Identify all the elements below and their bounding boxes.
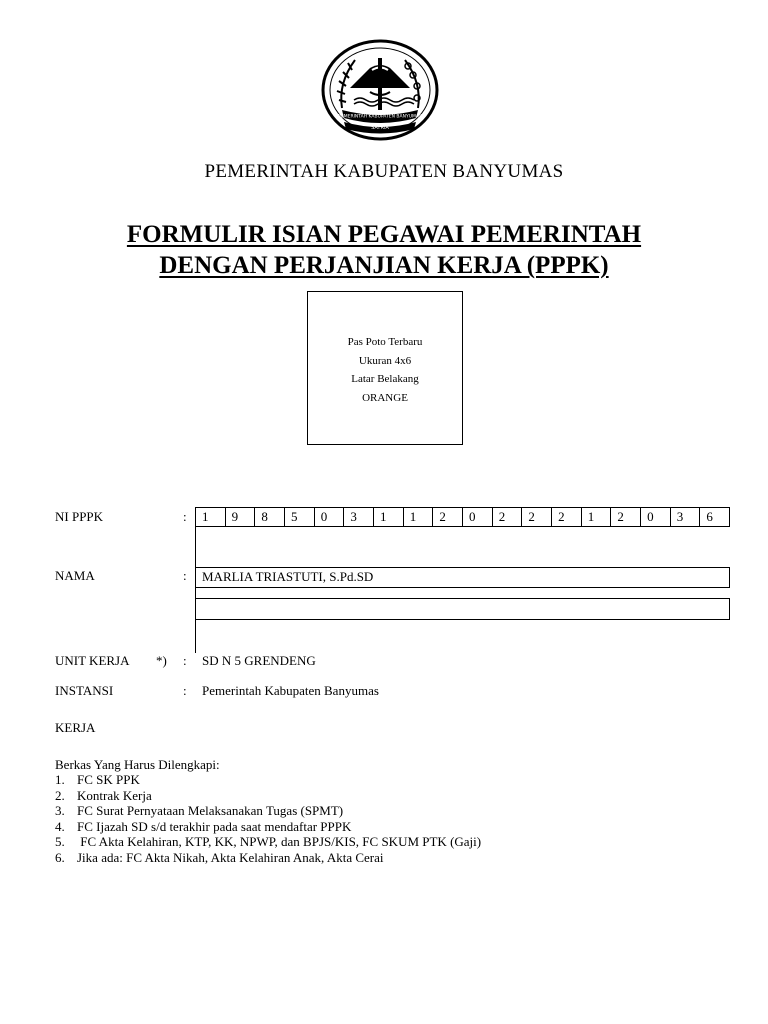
requirement-text: Jika ada: FC Akta Nikah, Akta Kelahiran Anak, Akta Cerai xyxy=(77,849,384,865)
photo-placeholder-box[interactable] xyxy=(307,291,463,445)
form-title-line-1: FORMULIR ISIAN PEGAWAI PEMERINTAH xyxy=(126,221,642,248)
government-heading: PEMERINTAH KABUPATEN BANYUMAS xyxy=(204,161,564,182)
requirement-number: 5. xyxy=(55,834,65,849)
requirement-item xyxy=(55,788,481,804)
ni-pppk-label: NI PPPK xyxy=(55,509,104,524)
ni-pppk-digit-cell[interactable]: 1 xyxy=(582,508,612,526)
requirement-number: 2. xyxy=(55,787,65,803)
requirement-text: FC Ijazah SD s/d terakhir pada saat mendaftar PPPK xyxy=(77,818,352,834)
ni-pppk-digit-cell[interactable]: 1 xyxy=(196,508,226,526)
ni-pppk-digit-cell[interactable]: 3 xyxy=(344,508,374,526)
ni-pppk-digit-cell[interactable]: 2 xyxy=(611,508,641,526)
photo-instruction-2: Ukuran 4x6 xyxy=(358,354,412,367)
ni-pppk-digit-cell[interactable]: 0 xyxy=(641,508,671,526)
ni-pppk-digit-cell[interactable]: 9 xyxy=(226,508,256,526)
requirement-number: 6. xyxy=(55,849,65,865)
instansi-value: Pemerintah Kabupaten Banyumas xyxy=(202,683,379,698)
ni-pppk-digit-cell[interactable]: 1 xyxy=(374,508,404,526)
requirements-title: Berkas Yang Harus Dilengkapi: xyxy=(55,757,220,772)
ni-pppk-digit-cell[interactable]: 3 xyxy=(671,508,701,526)
nama-extra-field[interactable] xyxy=(195,598,730,620)
nama-label: NAMA xyxy=(55,568,95,583)
form-connector-line xyxy=(195,527,196,567)
ni-pppk-digit-cell[interactable]: 5 xyxy=(285,508,315,526)
requirement-item xyxy=(55,772,481,788)
requirement-text: Kontrak Kerja xyxy=(77,787,152,803)
logo-ribbon-bottom-text: SATRIA xyxy=(371,125,389,131)
requirement-text: FC Surat Pernyataan Melaksanakan Tugas (SPMT) xyxy=(77,803,344,818)
kerja-label: KERJA xyxy=(55,720,96,735)
logo-ribbon-top-text: PEMERINTAH KABUPATEN BANYUMAS xyxy=(338,114,422,120)
ni-pppk-digit-cell[interactable]: 6 xyxy=(706,509,713,524)
requirement-item xyxy=(55,803,481,819)
requirement-text: FC Akta Kelahiran, KTP, KK, NPWP, dan BPJS/KIS, FC SKUM PTK (Gaji) xyxy=(77,834,482,849)
ni-pppk-digit-cell[interactable]: 2 xyxy=(552,508,582,526)
requirements-list xyxy=(55,772,481,865)
ni-pppk-digit-grid[interactable] xyxy=(195,507,730,527)
ni-pppk-digit-cell[interactable]: 2 xyxy=(433,508,463,526)
photo-instruction-4: ORANGE xyxy=(362,391,408,404)
unit-kerja-value: SD N 5 GRENDENG xyxy=(202,653,316,668)
ni-pppk-digit-cell[interactable]: 2 xyxy=(522,508,552,526)
banyumas-emblem-logo xyxy=(320,38,440,142)
ni-pppk-digit-cell[interactable]: 8 xyxy=(255,508,285,526)
unit-kerja-colon: : xyxy=(183,653,187,668)
instansi-colon: : xyxy=(183,683,187,698)
requirement-item xyxy=(55,850,481,866)
ni-pppk-digit-cell[interactable]: 1 xyxy=(404,508,434,526)
requirement-number: 3. xyxy=(55,803,65,818)
photo-instruction-3: Latar Belakang xyxy=(351,373,419,385)
unit-kerja-note: *) xyxy=(156,653,167,668)
requirement-text: FC SK PPK xyxy=(77,772,140,787)
form-connector-line xyxy=(195,588,196,598)
nama-field[interactable]: MARLIA TRIASTUTI, S.Pd.SD xyxy=(195,567,730,588)
photo-instruction-1: Pas Poto Terbaru xyxy=(347,336,423,348)
nama-colon: : xyxy=(183,568,187,583)
requirement-item xyxy=(55,834,481,850)
form-connector-line xyxy=(195,620,196,653)
requirement-number: 4. xyxy=(55,818,65,834)
requirement-number: 1. xyxy=(55,772,65,787)
instansi-label: INSTANSI xyxy=(55,683,114,698)
ni-pppk-digit-cell[interactable]: 0 xyxy=(315,508,345,526)
form-title-line-2: DENGAN PERJANJIAN KERJA (PPPK) xyxy=(159,252,609,279)
ni-pppk-digit-cell[interactable]: 2 xyxy=(493,508,523,526)
ni-pppk-colon: : xyxy=(183,509,187,524)
ni-pppk-digit-cell[interactable]: 0 xyxy=(463,508,493,526)
requirement-item xyxy=(55,819,481,835)
unit-kerja-label: UNIT KERJA xyxy=(55,653,130,668)
